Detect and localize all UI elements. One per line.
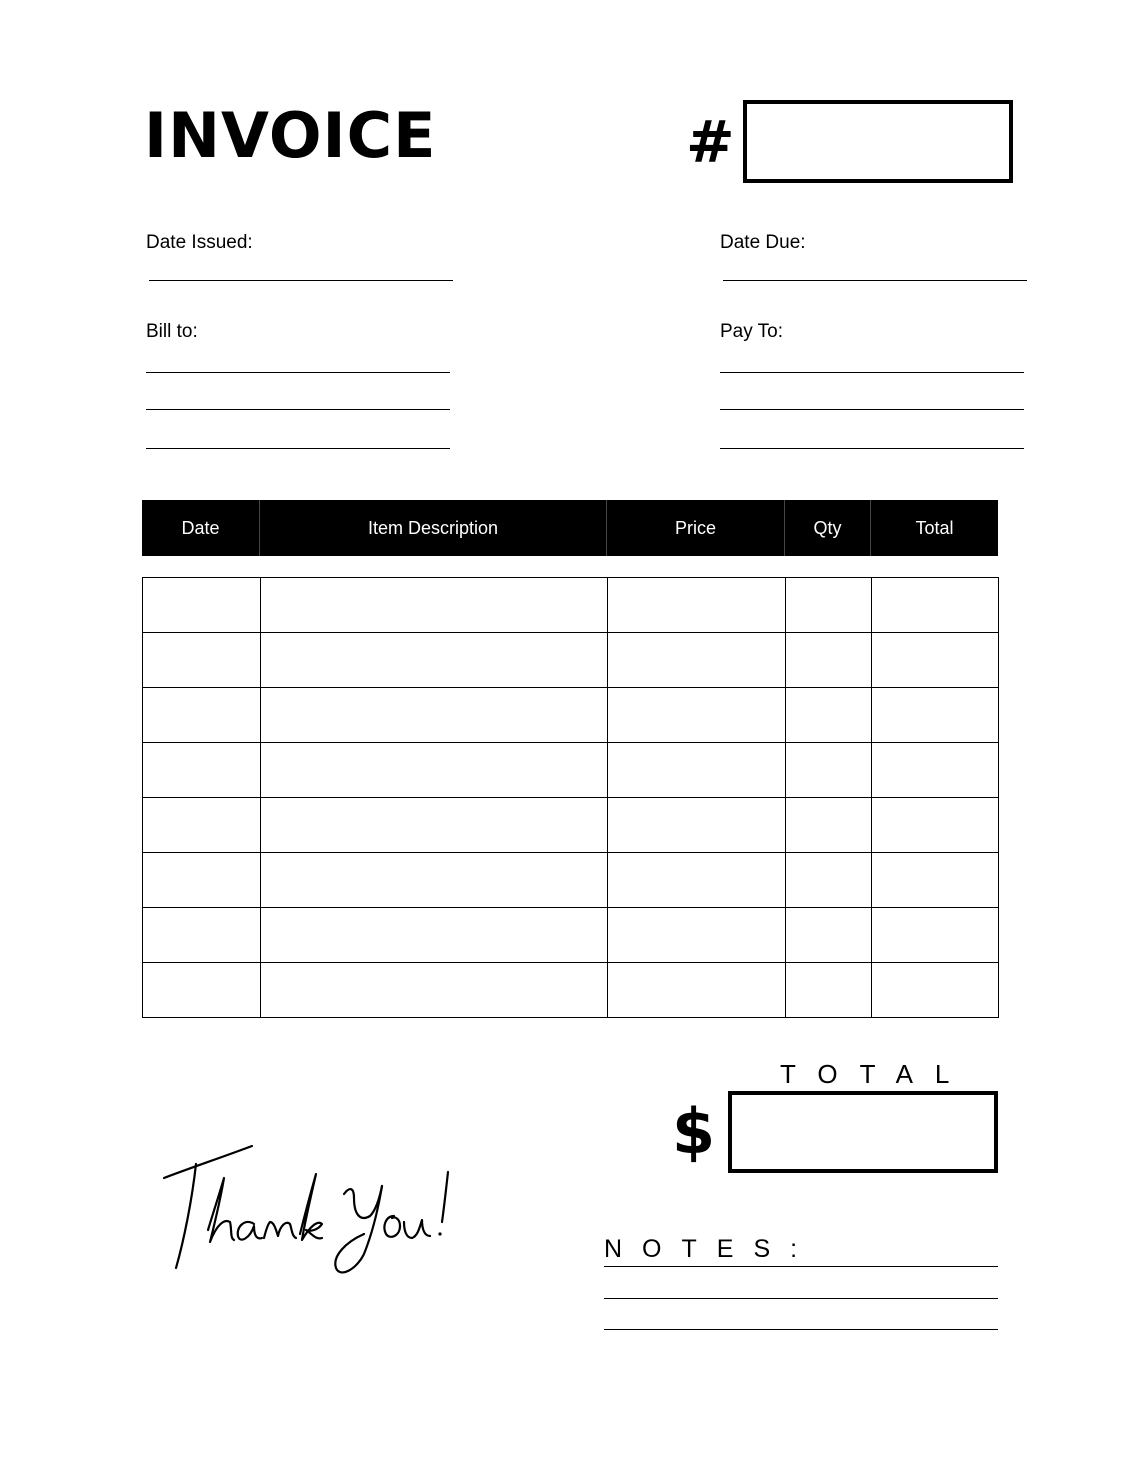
currency-symbol: $ [672, 1095, 716, 1168]
date-cell[interactable] [143, 633, 261, 688]
date-issued-label: Date Issued: [146, 232, 253, 253]
description-cell[interactable] [261, 743, 608, 798]
table-row [143, 688, 999, 743]
date-cell[interactable] [143, 578, 261, 633]
table-row [143, 798, 999, 853]
column-header-date: Date [142, 500, 260, 556]
total-cell[interactable] [872, 798, 999, 853]
price-cell[interactable] [608, 578, 786, 633]
total-cell[interactable] [872, 743, 999, 798]
date-cell[interactable] [143, 963, 261, 1018]
notes-line[interactable] [604, 1298, 998, 1299]
price-cell[interactable] [608, 633, 786, 688]
bill-to-line[interactable] [146, 448, 450, 449]
date-cell[interactable] [143, 743, 261, 798]
date-due-field[interactable] [723, 280, 1027, 281]
total-cell[interactable] [872, 908, 999, 963]
notes-label: NOTES: [604, 1235, 818, 1263]
notes-line[interactable] [604, 1266, 998, 1267]
table-row [143, 743, 999, 798]
column-header-total: Total [915, 517, 954, 538]
table-row [143, 963, 999, 1018]
description-cell[interactable] [261, 798, 608, 853]
price-cell[interactable] [608, 743, 786, 798]
total-amount-field[interactable] [728, 1091, 998, 1173]
qty-cell[interactable] [786, 578, 872, 633]
table-row [143, 578, 999, 633]
date-cell[interactable] [143, 688, 261, 743]
price-cell[interactable] [608, 853, 786, 908]
date-cell[interactable] [143, 908, 261, 963]
description-cell[interactable] [261, 963, 608, 1018]
column-header-description: Item Description [260, 500, 607, 556]
table-row [143, 908, 999, 963]
description-cell[interactable] [261, 688, 608, 743]
description-cell[interactable] [261, 908, 608, 963]
total-label: TOTAL [780, 1059, 972, 1089]
bill-to-line[interactable] [146, 409, 450, 410]
description-cell[interactable] [261, 633, 608, 688]
qty-cell[interactable] [786, 743, 872, 798]
qty-cell[interactable] [786, 688, 872, 743]
column-header-qty: Qty [785, 500, 871, 556]
price-cell[interactable] [608, 908, 786, 963]
qty-cell[interactable] [786, 853, 872, 908]
notes-line[interactable] [604, 1329, 998, 1330]
table-row [143, 853, 999, 908]
invoice-number-field[interactable] [743, 100, 1013, 183]
qty-cell[interactable] [786, 633, 872, 688]
qty-cell[interactable] [786, 798, 872, 853]
pay-to-label: Pay To: [720, 321, 784, 342]
bill-to-label: Bill to: [146, 321, 198, 342]
total-cell[interactable] [872, 578, 999, 633]
thank-you-signature [150, 1130, 480, 1290]
price-cell[interactable] [608, 963, 786, 1018]
qty-cell[interactable] [786, 908, 872, 963]
pay-to-line[interactable] [720, 448, 1024, 449]
pay-to-line[interactable] [720, 372, 1024, 373]
column-header-price: Price [607, 500, 785, 556]
price-cell[interactable] [608, 688, 786, 743]
invoice-number-symbol: # [686, 108, 735, 176]
date-issued-field[interactable] [149, 280, 453, 281]
table-row [143, 633, 999, 688]
total-cell[interactable] [872, 633, 999, 688]
description-cell[interactable] [261, 578, 608, 633]
bill-to-line[interactable] [146, 372, 450, 373]
total-cell[interactable] [872, 688, 999, 743]
description-cell[interactable] [261, 853, 608, 908]
items-table [142, 577, 999, 1018]
price-cell[interactable] [608, 798, 786, 853]
date-due-label: Date Due: [720, 232, 806, 253]
items-table-header [142, 500, 998, 556]
total-cell[interactable] [872, 853, 999, 908]
date-cell[interactable] [143, 798, 261, 853]
qty-cell[interactable] [786, 963, 872, 1018]
date-cell[interactable] [143, 853, 261, 908]
total-cell[interactable] [872, 963, 999, 1018]
invoice-title: INVOICE [144, 99, 437, 172]
pay-to-line[interactable] [720, 409, 1024, 410]
